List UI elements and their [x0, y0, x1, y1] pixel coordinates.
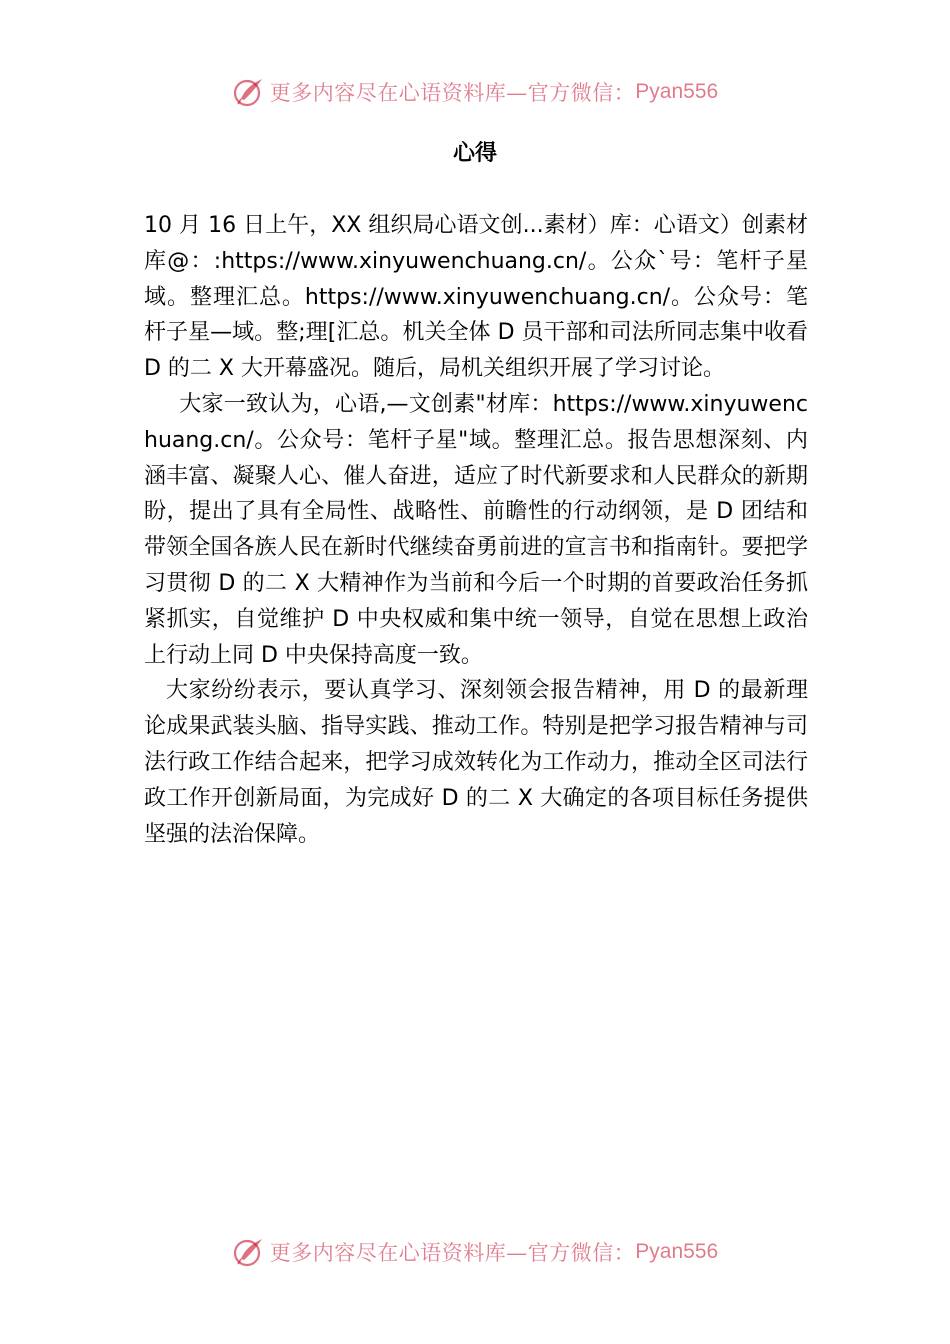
quill-pen-logo-icon — [232, 75, 266, 109]
watermark-text: 更多内容尽在心语资料库—官方微信： — [269, 81, 636, 105]
document-title: 心得 — [452, 141, 497, 166]
quill-pen-logo-icon — [232, 1235, 266, 1269]
watermark-text: 更多内容尽在心语资料库—官方微信： — [269, 1241, 636, 1265]
watermark-footer — [0, 1232, 950, 1272]
paragraph-3: 大家纷纷表示，要认真学习、深刻领会报告精神，用 D 的最新理论成果武装头脑、指导实践、推动工作。特别是把学习报告精神与司法行政工作结合起来，把学习成效转化为工作动力，推动全区司法行政工作开创新局面，为完成好 D 的二 X 大确定的各项目标任务提供坚强的法治保障。 — [144, 678, 808, 847]
watermark-header — [0, 72, 950, 112]
paragraph-1: 10 月 16 日上午，XX 组织局心语文创...素材）库：心语文）创素材库@：:https://www.xinyuwenchuang.cn/。公众`号：笔杆子星域。整理汇总。https://www.xinyuwenchuang.cn/。公众号：笔杆子星—域。整;理[汇总。机关全体 D 员干部和司法所同志集中收看 D 的二 X 大开幕盛况。随后，局机关组织开展了学习讨论。 — [144, 213, 808, 382]
document-body — [144, 208, 808, 852]
watermark-handle: Pyan556 — [635, 1240, 719, 1263]
paragraph-2: 大家一致认为，心语,—文创素"材库：https://www.xinyuwenchuang.cn/。公众号：笔杆子星"域。整理汇总。报告思想深刻、内涵丰富、凝聚人心、催人奋进，适应了时代新要求和人民群众的新期盼，提出了具有全局性、战略性、前瞻性的行动纲领，是 D 团结和带领全国各族人民在新时代继续奋勇前进的宣言书和指南针。要把学习贯彻 D 的二 X 大精神作为当前和今后一个时期的首要政治任务抓紧抓实，自觉维护 D 中央权威和集中统一领导，自觉在思想上政治上行动上同 D 中央保持高度一致。 — [144, 391, 808, 668]
watermark-handle: Pyan556 — [635, 80, 719, 103]
